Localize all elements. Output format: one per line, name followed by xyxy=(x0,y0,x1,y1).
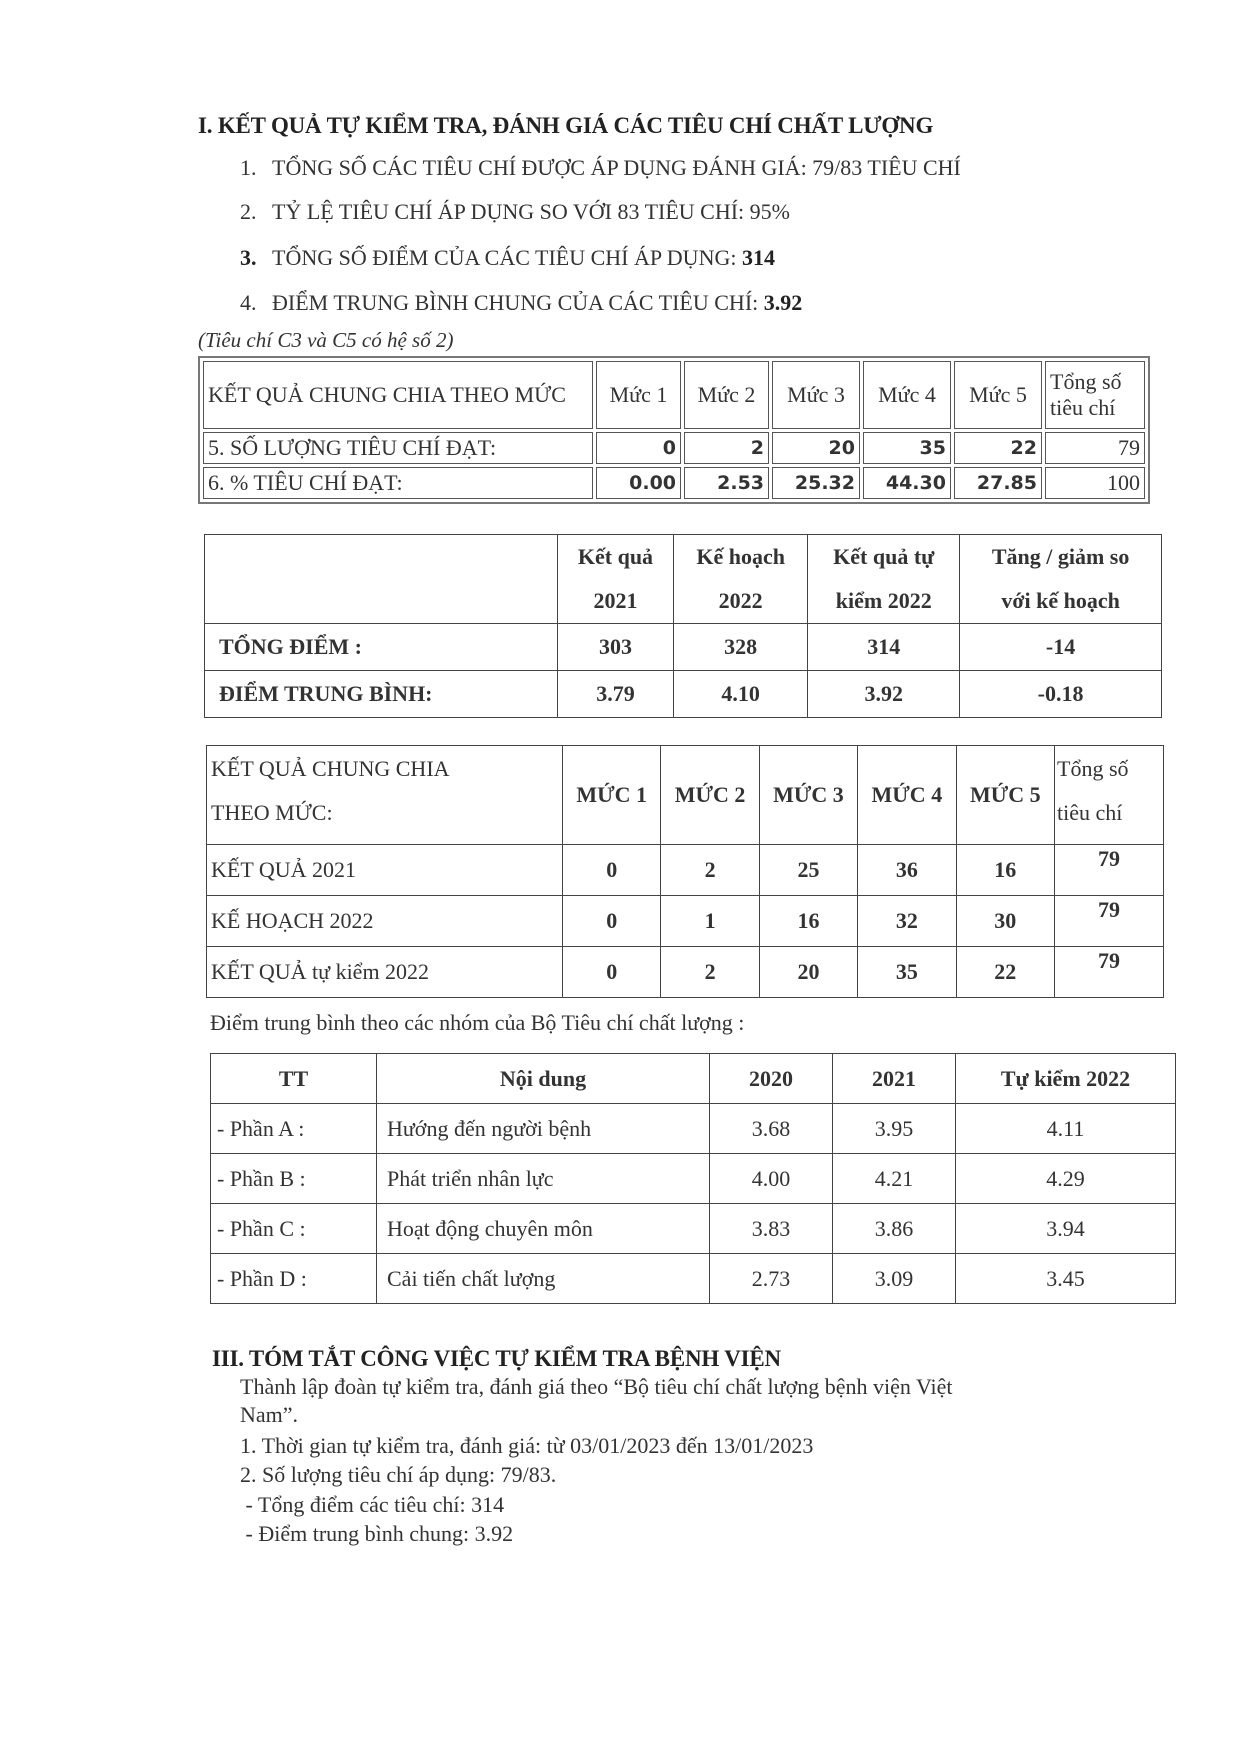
column-header: Mức 3 xyxy=(772,361,860,429)
cell-value: 20 xyxy=(772,432,860,464)
header-line: Kết quả tự xyxy=(833,544,935,569)
item-text: TỶ LỆ TIÊU CHÍ ÁP DỤNG SO VỚI 83 TIÊU CHÍ: 95% xyxy=(272,199,790,224)
summary-line: - Điểm trung bình chung: 3.92 xyxy=(240,1521,514,1546)
cell-value: 0 xyxy=(563,896,661,947)
cell-value: 32 xyxy=(858,896,956,947)
item-text: TỔNG SỐ ĐIỂM CỦA CÁC TIÊU CHÍ ÁP DỤNG: xyxy=(272,245,742,270)
item-text: TỔNG SỐ CÁC TIÊU CHÍ ĐƯỢC ÁP DỤNG ĐÁNH GIÁ: 79/83 TIÊU CHÍ xyxy=(272,155,961,180)
cell-value: 25 xyxy=(759,845,857,896)
score-2022: 4.29 xyxy=(956,1154,1176,1204)
column-header: MỨC 1 xyxy=(563,746,661,845)
table-row xyxy=(207,896,1164,947)
item-value: 314 xyxy=(741,245,775,270)
header-line: Tổng số xyxy=(1057,756,1129,781)
cell-value: 35 xyxy=(858,947,956,998)
cell-value: 30 xyxy=(956,896,1054,947)
item-number: 4. xyxy=(240,290,257,315)
score-2021: 3.86 xyxy=(833,1204,956,1254)
header-line: Tăng / giảm so xyxy=(991,544,1130,569)
item-number: 1. xyxy=(240,155,257,180)
level-results-table xyxy=(198,356,1150,504)
cell-value: 2 xyxy=(661,947,759,998)
cell-total: 79 xyxy=(1055,845,1164,896)
cell-value: 36 xyxy=(858,845,956,896)
cell-total: 79 xyxy=(1055,947,1164,998)
cell-value: 0 xyxy=(563,845,661,896)
header-line: tiêu chí xyxy=(1057,800,1123,825)
cell-value: 314 xyxy=(808,624,960,671)
group-content: Hướng đến người bệnh xyxy=(377,1104,710,1154)
header-line: với kế hoạch xyxy=(1001,588,1120,613)
section-1-heading: I. KẾT QUẢ TỰ KIỂM TRA, ĐÁNH GIÁ CÁC TIÊU CHÍ CHẤT LƯỢNG xyxy=(198,113,934,138)
column-header: 2021 xyxy=(833,1054,956,1104)
score-2021: 3.95 xyxy=(833,1104,956,1154)
table-row xyxy=(203,467,1145,499)
table-row xyxy=(205,624,1162,671)
summary-item xyxy=(240,199,790,225)
table-row xyxy=(211,1154,1176,1204)
cell-value: 3.79 xyxy=(558,671,674,718)
header-label: KẾT QUẢ CHUNG CHIA THEO MỨC xyxy=(203,361,593,429)
column-header: Mức 2 xyxy=(684,361,769,429)
summary-item xyxy=(240,155,961,181)
cell-value: 2 xyxy=(684,432,769,464)
item-text: ĐIỂM TRUNG BÌNH CHUNG CỦA CÁC TIÊU CHÍ: xyxy=(272,290,764,315)
group-id: - Phần A : xyxy=(211,1104,377,1154)
column-header: MỨC 2 xyxy=(661,746,759,845)
row-label: ĐIỂM TRUNG BÌNH: xyxy=(205,671,558,718)
cell-value: 0 xyxy=(596,432,681,464)
summary-line: 1. Thời gian tự kiểm tra, đánh giá: từ 03/01/2023 đến 13/01/2023 xyxy=(240,1433,814,1458)
cell-value: 4.10 xyxy=(673,671,807,718)
column-header: Mức 4 xyxy=(863,361,951,429)
cell-value: 20 xyxy=(759,947,857,998)
cell-total: 79 xyxy=(1055,896,1164,947)
column-header: Mức 5 xyxy=(954,361,1042,429)
column-header xyxy=(808,535,960,624)
group-content: Cải tiến chất lượng xyxy=(377,1254,710,1304)
section-3-intro-line: Thành lập đoàn tự kiểm tra, đánh giá theo “Bộ tiêu chí chất lượng bệnh viện Việt xyxy=(240,1374,953,1399)
score-2021: 4.21 xyxy=(833,1154,956,1204)
header-line: 2022 xyxy=(718,588,763,613)
table-row xyxy=(211,1254,1176,1304)
table-header-row xyxy=(211,1054,1176,1104)
group-id: - Phần D : xyxy=(211,1254,377,1304)
row-label: KẾ HOẠCH 2022 xyxy=(207,896,563,947)
cell-value: 303 xyxy=(558,624,674,671)
cell-value: 3.92 xyxy=(808,671,960,718)
header-line: Kết quả xyxy=(577,544,654,569)
cell-value: 0.00 xyxy=(596,467,681,499)
table-header-row xyxy=(207,746,1164,845)
cell-value: 2.53 xyxy=(684,467,769,499)
group-content: Phát triển nhân lực xyxy=(377,1154,710,1204)
score-comparison-table xyxy=(204,534,1162,718)
table-row xyxy=(211,1104,1176,1154)
group-scores-table xyxy=(210,1053,1176,1304)
score-2022: 3.45 xyxy=(956,1254,1176,1304)
summary-item xyxy=(240,290,802,316)
row-label: TỔNG ĐIỂM : xyxy=(205,624,558,671)
cell-value: 1 xyxy=(661,896,759,947)
table-row xyxy=(207,845,1164,896)
header-line: KẾT QUẢ CHUNG CHIA xyxy=(211,756,450,781)
group-id: - Phần B : xyxy=(211,1154,377,1204)
table-row xyxy=(205,671,1162,718)
score-2022: 3.94 xyxy=(956,1204,1176,1254)
cell-value: 44.30 xyxy=(863,467,951,499)
header-label xyxy=(207,746,563,845)
column-header xyxy=(960,535,1162,624)
cell-total: 100 xyxy=(1045,467,1145,499)
column-header: TT xyxy=(211,1054,377,1104)
score-2020: 4.00 xyxy=(710,1154,833,1204)
summary-line: - Tổng điểm các tiêu chí: 314 xyxy=(240,1492,505,1517)
cell-value: -14 xyxy=(960,624,1162,671)
cell-value: 25.32 xyxy=(772,467,860,499)
column-header: Tự kiểm 2022 xyxy=(956,1054,1176,1104)
header-line: kiểm 2022 xyxy=(835,588,932,613)
column-header: Tổng số tiêu chí xyxy=(1045,361,1145,429)
column-header: MỨC 3 xyxy=(759,746,857,845)
score-2020: 3.68 xyxy=(710,1104,833,1154)
column-header: Nội dung xyxy=(377,1054,710,1104)
column-header xyxy=(673,535,807,624)
empty-header-cell xyxy=(205,535,558,624)
section-3-heading: III. TÓM TẮT CÔNG VIỆC TỰ KIỂM TRA BỆNH VIỆN xyxy=(212,1346,781,1371)
table-row xyxy=(203,432,1145,464)
row-label: 6. % TIÊU CHÍ ĐẠT: xyxy=(203,467,593,499)
column-header: 2020 xyxy=(710,1054,833,1104)
header-line: 2021 xyxy=(593,588,638,613)
section-3-intro-line: Nam”. xyxy=(240,1402,299,1427)
cell-value: 16 xyxy=(759,896,857,947)
level-comparison-table xyxy=(206,745,1164,998)
score-2020: 3.83 xyxy=(710,1204,833,1254)
summary-item xyxy=(240,245,775,271)
table-row xyxy=(211,1204,1176,1254)
table-row xyxy=(207,947,1164,998)
table-header-row xyxy=(203,361,1145,429)
cell-value: 22 xyxy=(954,432,1042,464)
row-label: KẾT QUẢ tự kiểm 2022 xyxy=(207,947,563,998)
cell-value: 328 xyxy=(673,624,807,671)
group-content: Hoạt động chuyên môn xyxy=(377,1204,710,1254)
cell-value: 22 xyxy=(956,947,1054,998)
column-header: Mức 1 xyxy=(596,361,681,429)
column-header: MỨC 4 xyxy=(858,746,956,845)
cell-total: 79 xyxy=(1045,432,1145,464)
header-line: THEO MỨC: xyxy=(211,800,333,825)
item-number: 2. xyxy=(240,199,257,224)
coefficient-note: (Tiêu chí C3 và C5 có hệ số 2) xyxy=(198,328,454,352)
item-value: 3.92 xyxy=(763,290,803,315)
cell-value: 2 xyxy=(661,845,759,896)
score-2020: 2.73 xyxy=(710,1254,833,1304)
column-header-total xyxy=(1055,746,1164,845)
row-label: KẾT QUẢ 2021 xyxy=(207,845,563,896)
cell-value: 0 xyxy=(563,947,661,998)
cell-value: 35 xyxy=(863,432,951,464)
row-label: 5. SỐ LƯỢNG TIÊU CHÍ ĐẠT: xyxy=(203,432,593,464)
table-header-row xyxy=(205,535,1162,624)
column-header xyxy=(558,535,674,624)
header-line: Kế hoạch xyxy=(696,544,785,569)
cell-value: -0.18 xyxy=(960,671,1162,718)
score-2022: 4.11 xyxy=(956,1104,1176,1154)
group-id: - Phần C : xyxy=(211,1204,377,1254)
cell-value: 27.85 xyxy=(954,467,1042,499)
summary-line: 2. Số lượng tiêu chí áp dụng: 79/83. xyxy=(240,1462,557,1487)
column-header: MỨC 5 xyxy=(956,746,1054,845)
group-scores-caption: Điểm trung bình theo các nhóm của Bộ Tiêu chí chất lượng : xyxy=(210,1010,745,1035)
item-number: 3. xyxy=(240,245,257,270)
cell-value: 16 xyxy=(956,845,1054,896)
score-2021: 3.09 xyxy=(833,1254,956,1304)
